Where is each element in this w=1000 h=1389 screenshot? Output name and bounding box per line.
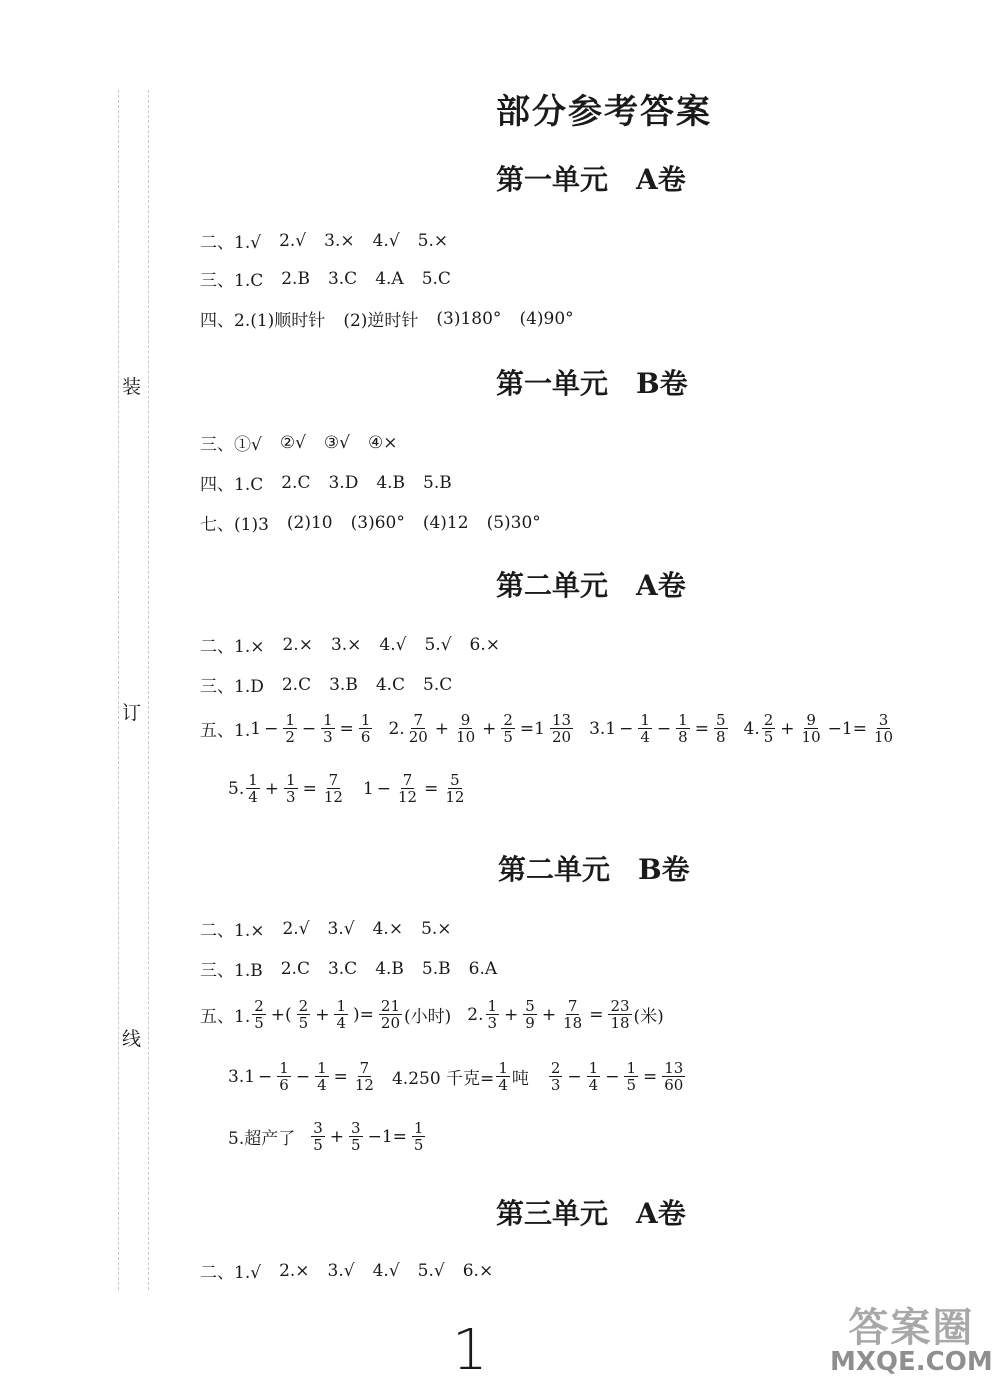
eq-operator: − — [376, 778, 391, 799]
answer-item: 2.C — [281, 472, 311, 493]
numerator: 3 — [878, 711, 889, 729]
answer-item: (5)30° — [486, 512, 541, 533]
denominator: 4 — [588, 1076, 599, 1094]
eq-operator: =1 — [519, 718, 545, 739]
denominator: 10 — [873, 728, 894, 746]
section-heading — [498, 848, 690, 888]
denominator: 20 — [380, 1014, 400, 1032]
answer-item: 4.B — [375, 958, 404, 979]
answer-item: 3.D — [328, 472, 359, 493]
eq-operator: +( — [270, 1004, 292, 1025]
answer-item: (3)180° — [436, 308, 502, 329]
section-paper: B卷 — [638, 853, 690, 886]
denominator: 4 — [498, 1076, 508, 1094]
numerator: 7 — [567, 997, 578, 1015]
numerator: 2 — [503, 711, 513, 729]
answer-line — [200, 228, 466, 253]
fraction — [252, 998, 266, 1031]
eq-text: 1 — [362, 778, 374, 799]
section-heading — [496, 564, 686, 604]
eq-operator: −1= — [827, 718, 867, 739]
question-number: 五、1. — [200, 1007, 251, 1027]
numerator: 1 — [626, 1059, 636, 1077]
page-number: 1 — [452, 1318, 488, 1383]
numerator: 2 — [298, 997, 309, 1015]
answer-item: (3)60° — [350, 512, 405, 533]
question-number: 4.250 千克= — [391, 1069, 495, 1089]
denominator: 5 — [313, 1136, 323, 1154]
answer-item: 4.√ — [379, 634, 407, 655]
answer-item: ③√ — [323, 432, 350, 453]
fraction — [284, 772, 298, 805]
numerator: 1 — [286, 771, 296, 789]
binding-guide-line-outer — [118, 90, 119, 1290]
answer-item: 2.× — [279, 1260, 310, 1281]
question-number: 2. — [467, 1004, 484, 1025]
answer-item: (4)90° — [519, 308, 574, 329]
section-paper: A卷 — [636, 569, 686, 602]
question-number: 3.1 — [589, 718, 617, 739]
binding-guide-line-inner — [148, 90, 149, 1290]
denominator: 5 — [413, 1136, 424, 1154]
fraction — [297, 998, 311, 1031]
answer-item: 6.× — [469, 634, 500, 655]
answer-item: 5.√ — [424, 634, 452, 655]
section-heading — [496, 362, 688, 402]
answer-item: 4.√ — [372, 1260, 400, 1281]
equation-line — [228, 1060, 687, 1093]
eq-operator: + — [315, 1004, 330, 1025]
numerator: 21 — [380, 997, 400, 1015]
denominator: 4 — [248, 788, 258, 806]
answer-item: 3.C — [327, 958, 358, 979]
eq-operator: − — [605, 1066, 620, 1087]
section-paper: A卷 — [636, 1197, 686, 1230]
eq-operator: = — [339, 718, 354, 739]
numerator: 5 — [715, 711, 726, 729]
question-number: 4. — [743, 718, 760, 739]
answer-item: 5.B — [423, 472, 452, 493]
numerator: 5 — [450, 771, 460, 789]
fraction — [283, 712, 297, 745]
eq-operator: −1= — [367, 1126, 407, 1147]
denominator: 6 — [279, 1076, 289, 1094]
fraction — [872, 712, 895, 745]
answer-item: 4.√ — [372, 230, 400, 251]
section-unit: 第一单元 — [496, 163, 609, 196]
eq-operator: = — [302, 778, 317, 799]
denominator: 5 — [298, 1014, 309, 1032]
binding-mark-ding: 订 — [122, 702, 142, 724]
denominator: 3 — [487, 1014, 498, 1032]
answer-item: 4.× — [372, 918, 404, 939]
fraction — [638, 712, 652, 745]
answer-item: 3.√ — [327, 918, 355, 939]
answer-item: 二、1.× — [200, 637, 265, 657]
equation-line — [200, 998, 664, 1031]
answer-item: ②√ — [279, 432, 306, 453]
answer-item: 3.× — [324, 230, 355, 251]
numerator: 7 — [402, 771, 413, 789]
fraction — [443, 772, 466, 805]
numerator: 1 — [413, 1119, 424, 1137]
answer-line — [200, 956, 515, 981]
numerator: 1 — [279, 1059, 289, 1077]
answer-item: 三、1.D — [200, 677, 264, 697]
fraction — [412, 1120, 426, 1153]
denominator: 12 — [354, 1076, 374, 1094]
answer-item: 四、1.C — [200, 475, 264, 495]
answer-item: 三、1.B — [200, 961, 263, 981]
answer-line — [200, 470, 470, 495]
denominator: 3 — [286, 788, 296, 806]
section-paper: B卷 — [636, 367, 688, 400]
equation-line — [200, 712, 897, 745]
denominator: 5 — [626, 1076, 636, 1094]
denominator: 4 — [640, 728, 650, 746]
eq-operator: + — [482, 718, 497, 739]
answer-item: 二、1.× — [200, 921, 265, 941]
denominator: 12 — [398, 788, 418, 806]
numerator: 2 — [254, 997, 264, 1015]
answer-item: 三、1.C — [200, 271, 264, 291]
question-number: 五、1. — [200, 721, 251, 741]
answer-item: 2.B — [281, 268, 310, 289]
section-unit: 第一单元 — [496, 367, 609, 400]
denominator: 4 — [336, 1014, 347, 1032]
numerator: 7 — [359, 1059, 370, 1077]
eq-operator: + — [434, 718, 450, 739]
eq-operator: + — [264, 778, 280, 799]
watermark-logo — [830, 1296, 993, 1377]
section-paper: A卷 — [636, 163, 686, 196]
page-title: 部分参考答案 — [496, 92, 712, 132]
denominator: 5 — [763, 728, 774, 746]
answer-item: 5.× — [421, 918, 452, 939]
answer-item: 二、1.√ — [200, 233, 262, 253]
eq-operator: = — [694, 718, 709, 739]
watermark-top-text: 答案圈 — [848, 1305, 975, 1351]
answer-item: 2.√ — [279, 230, 307, 251]
fraction — [379, 998, 402, 1031]
fraction — [311, 1120, 325, 1153]
question-number: 5. — [228, 778, 245, 799]
answer-item: 4.A — [375, 268, 404, 289]
equation-line — [228, 1120, 427, 1153]
numerator: 5 — [525, 997, 535, 1015]
numerator: 13 — [551, 711, 572, 729]
denominator: 3 — [550, 1076, 561, 1094]
numerator: 13 — [664, 1059, 684, 1077]
fraction — [561, 998, 584, 1031]
denominator: 3 — [323, 728, 333, 746]
answer-line — [200, 266, 469, 291]
fraction — [334, 998, 348, 1031]
denominator: 8 — [715, 728, 726, 746]
eq-operator: = — [424, 778, 439, 799]
equation-line — [228, 772, 468, 805]
fraction — [277, 1060, 291, 1093]
denominator: 5 — [503, 728, 513, 746]
numerator: 9 — [806, 711, 816, 729]
eq-text: 1 — [250, 718, 262, 739]
question-number: 3.1 — [228, 1066, 256, 1087]
eq-operator: + — [329, 1126, 345, 1147]
answer-item: 2.× — [282, 634, 313, 655]
denominator: 10 — [456, 728, 476, 746]
eq-operator: )= — [353, 1004, 374, 1025]
fraction — [322, 772, 345, 805]
answer-item: 5.C — [423, 674, 453, 695]
section-unit: 第二单元 — [498, 853, 611, 886]
unit-label: (小时) — [404, 1007, 452, 1027]
answer-item: 四、2.(1)顺时针 — [200, 311, 326, 331]
eq-operator: − — [656, 718, 672, 739]
watermark-bottom-text: MXQE.COM — [830, 1347, 993, 1377]
fraction — [587, 1060, 601, 1093]
section-unit: 第二单元 — [496, 569, 609, 602]
binding-mark-xian: 线 — [122, 1028, 142, 1050]
numerator: 1 — [678, 711, 688, 729]
answer-item: (2)10 — [286, 512, 333, 533]
numerator: 3 — [351, 1119, 361, 1137]
fraction — [662, 1060, 685, 1093]
answer-item: 4.B — [376, 472, 406, 493]
denominator: 5 — [351, 1136, 361, 1154]
answer-item: 3.C — [327, 268, 358, 289]
answer-item: 2.C — [280, 958, 310, 979]
numerator: 1 — [640, 711, 650, 729]
binding-mark-zhuang: 装 — [122, 376, 142, 398]
eq-operator: − — [301, 718, 317, 739]
fraction — [349, 1120, 363, 1153]
numerator: 1 — [317, 1059, 327, 1077]
numerator: 1 — [323, 711, 333, 729]
numerator: 1 — [487, 997, 498, 1015]
answer-item: 6.× — [462, 1260, 494, 1281]
numerator: 2 — [550, 1059, 561, 1077]
fraction — [315, 1060, 329, 1093]
question-number: 2. — [388, 718, 405, 739]
numerator: 1 — [360, 711, 371, 729]
eq-operator: − — [295, 1066, 311, 1087]
section-unit: 第三单元 — [496, 1197, 609, 1230]
fraction — [624, 1060, 638, 1093]
denominator: 9 — [525, 1014, 535, 1032]
fraction — [246, 772, 260, 805]
fraction — [800, 712, 823, 745]
answer-line — [200, 916, 470, 941]
answer-line — [200, 430, 415, 455]
numerator: 9 — [460, 711, 471, 729]
fraction — [407, 712, 430, 745]
numerator: 1 — [588, 1059, 599, 1077]
eq-operator: = — [643, 1066, 658, 1087]
answer-line — [200, 510, 559, 535]
fraction — [454, 712, 477, 745]
eq-operator: = — [589, 1004, 604, 1025]
denominator: 12 — [323, 788, 343, 806]
denominator: 5 — [254, 1014, 264, 1032]
fraction — [523, 998, 537, 1031]
answer-item: 3.× — [330, 634, 362, 655]
fraction — [714, 712, 728, 745]
numerator: 2 — [763, 711, 774, 729]
numerator: 1 — [248, 771, 258, 789]
answer-item: 2.√ — [282, 918, 310, 939]
answer-item: 二、1.√ — [200, 1263, 262, 1283]
numerator: 1 — [336, 997, 347, 1015]
question-number: 5.超产了 — [228, 1129, 296, 1149]
answer-item: 4.C — [375, 674, 406, 695]
denominator: 18 — [563, 1014, 583, 1032]
answer-item: 5.√ — [417, 1260, 445, 1281]
answer-item: 5.× — [417, 230, 449, 251]
answer-item: (2)逆时针 — [343, 311, 419, 331]
numerator: 7 — [413, 711, 423, 729]
fraction — [486, 998, 500, 1031]
answer-item: 2.C — [281, 674, 312, 695]
fraction — [550, 712, 573, 745]
answer-line — [200, 672, 470, 697]
eq-operator: − — [264, 718, 279, 739]
fraction — [359, 712, 373, 745]
fraction — [608, 998, 631, 1031]
fraction — [321, 712, 335, 745]
denominator: 20 — [408, 728, 428, 746]
answer-item: ④× — [368, 432, 398, 453]
numerator: 1 — [498, 1059, 508, 1077]
answer-line — [200, 632, 518, 657]
eq-operator: + — [504, 1004, 519, 1025]
numerator: 7 — [328, 771, 339, 789]
fraction — [501, 712, 515, 745]
answer-item: 5.B — [421, 958, 451, 979]
denominator: 6 — [360, 728, 371, 746]
eq-operator: = — [333, 1066, 348, 1087]
answer-line — [200, 306, 592, 331]
eq-operator: − — [567, 1066, 582, 1087]
fraction — [676, 712, 690, 745]
fraction — [549, 1060, 563, 1093]
unit-label: (米) — [633, 1007, 664, 1027]
section-heading — [496, 1192, 686, 1232]
fraction — [496, 1060, 510, 1093]
section-heading — [496, 158, 686, 198]
answer-item: (4)12 — [422, 512, 469, 533]
answer-item: 3.B — [329, 674, 358, 695]
answer-item: 3.√ — [327, 1260, 355, 1281]
denominator: 20 — [551, 728, 572, 746]
answer-item: 5.C — [421, 268, 451, 289]
answer-item: 三、①√ — [200, 435, 262, 455]
denominator: 18 — [610, 1014, 630, 1032]
numerator: 23 — [610, 997, 630, 1015]
denominator: 4 — [317, 1076, 327, 1094]
eq-operator: − — [258, 1066, 273, 1087]
unit-label: 吨 — [511, 1069, 529, 1089]
answer-item: 6.A — [468, 958, 498, 979]
fraction — [396, 772, 419, 805]
numerator: 3 — [313, 1119, 323, 1137]
eq-operator: − — [619, 718, 634, 739]
fraction — [762, 712, 776, 745]
numerator: 1 — [285, 711, 295, 729]
answer-item: 七、(1)3 — [200, 515, 269, 535]
fraction — [353, 1060, 376, 1093]
denominator: 12 — [445, 788, 465, 806]
denominator: 8 — [678, 728, 688, 746]
denominator: 10 — [801, 728, 821, 746]
eq-operator: + — [780, 718, 795, 739]
denominator: 60 — [664, 1076, 684, 1094]
denominator: 2 — [285, 728, 295, 746]
eq-operator: + — [541, 1004, 557, 1025]
answer-line — [200, 1258, 511, 1283]
